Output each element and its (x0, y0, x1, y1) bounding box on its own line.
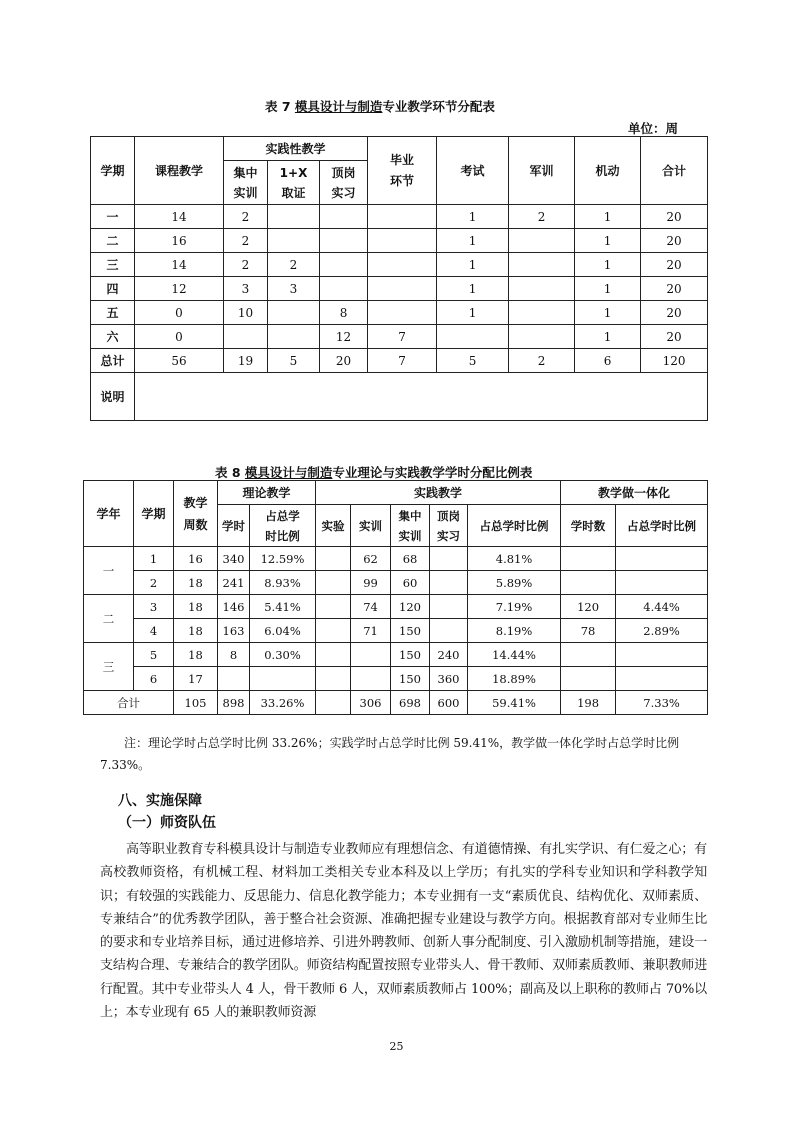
t8-h-training: 实训 (351, 505, 391, 547)
table-row (84, 643, 708, 667)
t8-h-integrated-hours: 学时数 (561, 505, 616, 547)
t8-cell: 18 (174, 595, 218, 619)
t7-cell: 5 (437, 349, 509, 373)
t8-cell: 241 (218, 571, 250, 595)
t8-cell: 78 (561, 619, 616, 643)
t8-cell: 59.41% (468, 691, 561, 715)
t7-cell: 1 (575, 277, 641, 301)
t7-cell: 五 (91, 301, 135, 325)
t8-cell: 0.30% (250, 643, 316, 667)
t8-cell (616, 571, 708, 595)
t7-cell: 20 (641, 229, 708, 253)
t7-cell (320, 253, 368, 277)
t8-cell: 150 (391, 667, 430, 691)
t8-cell (616, 643, 708, 667)
t8-cell: 17 (174, 667, 218, 691)
t8-cell: 5 (134, 643, 174, 667)
t7-cell (368, 253, 437, 277)
table7-unit: 单位：周 (628, 121, 679, 136)
t7-cell: 20 (641, 325, 708, 349)
t8-cell (316, 691, 351, 715)
t7-h-onex: 1+X 取证 (268, 161, 320, 205)
t8-cell: 18 (174, 643, 218, 667)
t7-cell: 7 (368, 325, 437, 349)
t8-cell: 898 (218, 691, 250, 715)
t7-h-flexible: 机动 (575, 137, 641, 205)
t8-cell (430, 571, 468, 595)
t7-cell: 19 (224, 349, 268, 373)
table8-caption-prefix: 表 8 (215, 465, 245, 480)
t8-h-integrated-ratio: 占总学时比例 (616, 505, 708, 547)
t7-cell: 6 (575, 349, 641, 373)
table-row (84, 667, 708, 691)
t8-year: 二 (84, 595, 134, 643)
table-row (91, 229, 708, 253)
t7-cell: 12 (135, 277, 224, 301)
t7-cell (320, 205, 368, 229)
t7-cell: 7 (368, 349, 437, 373)
t7-cell: 56 (135, 349, 224, 373)
t8-cell (561, 571, 616, 595)
t7-cell: 1 (437, 301, 509, 325)
t7-cell (509, 277, 575, 301)
t7-cell: 3 (268, 277, 320, 301)
t8-h-internship: 顶岗 实习 (430, 505, 468, 547)
table7 (90, 136, 708, 421)
t7-h-graduation: 毕业 环节 (368, 137, 437, 205)
t8-h-integrated: 教学做一体化 (561, 481, 708, 505)
t7-cell: 1 (575, 253, 641, 277)
table8-caption-underlined: 模具设计与制造 (244, 465, 333, 480)
table-row (91, 325, 708, 349)
t8-cell (316, 571, 351, 595)
t7-h-practice: 实践性教学 (224, 137, 368, 161)
t8-cell: 71 (351, 619, 391, 643)
t8-cell (351, 643, 391, 667)
t8-cell: 16 (174, 547, 218, 571)
t8-cell: 2.89% (616, 619, 708, 643)
t7-h-concentrated: 集中 实训 (224, 161, 268, 205)
t7-cell (509, 325, 575, 349)
t8-cell (430, 547, 468, 571)
t7-cell: 8 (320, 301, 368, 325)
table-row (91, 277, 708, 301)
t7-remark-label: 说明 (91, 373, 135, 421)
t7-cell (509, 301, 575, 325)
t7-h-exam: 考试 (437, 137, 509, 205)
t8-cell: 18.89% (468, 667, 561, 691)
t8-cell: 198 (561, 691, 616, 715)
t7-cell: 2 (224, 205, 268, 229)
t7-cell: 总计 (91, 349, 135, 373)
t8-year: 三 (84, 643, 134, 691)
t7-cell: 3 (224, 277, 268, 301)
t7-cell: 14 (135, 205, 224, 229)
t8-cell: 8 (218, 643, 250, 667)
t8-cell: 163 (218, 619, 250, 643)
table-row (91, 349, 708, 373)
t7-cell: 20 (641, 253, 708, 277)
t7-cell (368, 229, 437, 253)
t8-cell: 5.41% (250, 595, 316, 619)
t7-cell: 12 (320, 325, 368, 349)
t7-cell: 120 (641, 349, 708, 373)
t7-cell: 三 (91, 253, 135, 277)
t7-cell: 10 (224, 301, 268, 325)
t7-h-semester: 学期 (91, 137, 135, 205)
t8-h-year: 学年 (84, 481, 134, 547)
table-row (91, 205, 708, 229)
t8-cell: 120 (391, 595, 430, 619)
t8-cell: 8.93% (250, 571, 316, 595)
t7-cell: 0 (135, 325, 224, 349)
t8-cell: 120 (561, 595, 616, 619)
t8-cell (316, 547, 351, 571)
t7-cell: 20 (641, 205, 708, 229)
t7-cell: 1 (437, 205, 509, 229)
t7-h-course: 课程教学 (135, 137, 224, 205)
t7-cell: 1 (437, 253, 509, 277)
t7-cell (268, 229, 320, 253)
t8-cell (430, 619, 468, 643)
t7-cell: 16 (135, 229, 224, 253)
t8-cell (561, 643, 616, 667)
t7-cell (268, 301, 320, 325)
t7-remark-value (135, 373, 708, 421)
t8-cell: 60 (391, 571, 430, 595)
table-row (91, 253, 708, 277)
t7-cell: 1 (437, 277, 509, 301)
table7-caption-suffix: 专业教学环节分配表 (382, 99, 495, 114)
t8-total-label: 合计 (84, 691, 174, 715)
t7-cell (268, 205, 320, 229)
t7-cell: 14 (135, 253, 224, 277)
t7-h-military: 军训 (509, 137, 575, 205)
t8-h-concentrated: 集中 实训 (391, 505, 430, 547)
t8-cell: 240 (430, 643, 468, 667)
t8-cell: 4.81% (468, 547, 561, 571)
t7-cell (320, 229, 368, 253)
t8-cell (316, 619, 351, 643)
t7-cell: 20 (641, 277, 708, 301)
table-row (84, 547, 708, 571)
t8-cell (316, 643, 351, 667)
table-row (84, 619, 708, 643)
t8-h-experiment: 实验 (316, 505, 351, 547)
t8-cell: 2 (134, 571, 174, 595)
t8-h-theory: 理论教学 (218, 481, 316, 505)
subsection-title: （一）师资队伍 (118, 815, 216, 831)
t8-cell: 12.59% (250, 547, 316, 571)
t7-cell: 2 (268, 253, 320, 277)
t7-cell: 2 (509, 349, 575, 373)
t7-cell: 20 (641, 301, 708, 325)
t8-cell (561, 547, 616, 571)
t7-cell (368, 301, 437, 325)
t7-cell: 1 (575, 325, 641, 349)
t8-cell: 14.44% (468, 643, 561, 667)
t7-cell (368, 205, 437, 229)
t7-cell: 1 (437, 229, 509, 253)
t7-cell: 二 (91, 229, 135, 253)
t7-cell: 2 (224, 229, 268, 253)
t8-cell (430, 595, 468, 619)
t8-h-theory-ratio: 占总学 时比例 (250, 505, 316, 547)
t8-cell: 698 (391, 691, 430, 715)
t7-cell: 六 (91, 325, 135, 349)
t8-cell: 18 (174, 571, 218, 595)
t7-cell (268, 325, 320, 349)
page-number: 25 (389, 1040, 404, 1053)
t8-cell: 105 (174, 691, 218, 715)
t7-cell: 2 (224, 253, 268, 277)
table8 (83, 480, 708, 715)
t8-cell: 4.44% (616, 595, 708, 619)
t8-cell: 150 (391, 619, 430, 643)
t8-cell: 7.33% (616, 691, 708, 715)
t8-cell: 3 (134, 595, 174, 619)
t8-cell: 340 (218, 547, 250, 571)
table-row (84, 595, 708, 619)
table7-caption (265, 97, 495, 115)
t8-cell (351, 667, 391, 691)
t8-cell (561, 667, 616, 691)
t7-cell (509, 229, 575, 253)
t7-cell: 2 (509, 205, 575, 229)
t8-cell: 6.04% (250, 619, 316, 643)
table7-caption-underlined: 模具设计与制造 (294, 99, 383, 114)
table-row (91, 301, 708, 325)
t8-cell: 68 (391, 547, 430, 571)
t7-cell (509, 253, 575, 277)
t8-cell: 8.19% (468, 619, 561, 643)
t8-cell (616, 667, 708, 691)
table8-caption-suffix: 专业理论与实践教学学时分配比例表 (332, 465, 533, 480)
table8-caption (215, 463, 532, 481)
t8-cell (218, 667, 250, 691)
t8-cell (250, 667, 316, 691)
t7-cell: 一 (91, 205, 135, 229)
table7-caption-prefix: 表 7 (265, 99, 295, 114)
t8-cell: 6 (134, 667, 174, 691)
t7-cell: 0 (135, 301, 224, 325)
t7-cell (320, 277, 368, 301)
section-title: 八、实施保障 (118, 793, 202, 809)
t8-cell: 7.19% (468, 595, 561, 619)
t8-cell: 306 (351, 691, 391, 715)
t7-cell: 5 (268, 349, 320, 373)
t8-cell: 5.89% (468, 571, 561, 595)
t8-cell: 1 (134, 547, 174, 571)
table-total-row (84, 691, 708, 715)
t8-h-theory-hours: 学时 (218, 505, 250, 547)
t7-cell: 1 (575, 205, 641, 229)
t8-year: 一 (84, 547, 134, 595)
t8-cell: 360 (430, 667, 468, 691)
body-paragraph: 高等职业教育专科模具设计与制造专业教师应有理想信念、有道德情操、有扎实学识、有仁爱之心；有高校教师资格，有机械工程、材料加工类相关专业本科及以上学历；有扎实的学科专业知识和学科教学知识；有较强的实践能力、反思能力、信息化教学能力；本专业拥有一支“素质优良、结构优化、双师素质、专兼结合”的优秀教学团队，善于整合社会资源、准确把握专业建设与教学方向。根据教育部对专业师生比的要求和专业培养目标，通过进修培养、引进外聘教师、创新人事分配制度、引入激励机制等措施，建设一支结构合理、专兼结合的教学团队。师资结构配置按照专业带头人、骨干教师、双师素质教师、兼职教师进行配置。其中专业带头人 4 人，骨干教师 6 人，双师素质教师占 100%；副高及以上职称的教师占 70%以上；本专业现有 65 人的兼职教师资源 (100, 842, 707, 1021)
t8-cell: 74 (351, 595, 391, 619)
table-note: 注：理论学时占总学时比例 33.26%；实践学时占总学时比例 59.41%，教学做一体化学时占总学时比例 7.33%。 (100, 736, 680, 772)
t8-cell (316, 667, 351, 691)
t8-h-practice-ratio: 占总学时比例 (468, 505, 561, 547)
t8-cell: 146 (218, 595, 250, 619)
t7-cell (224, 325, 268, 349)
t7-h-total: 合计 (641, 137, 708, 205)
t8-cell: 62 (351, 547, 391, 571)
t8-cell: 150 (391, 643, 430, 667)
t7-cell: 1 (575, 229, 641, 253)
t8-h-weeks: 教学 周数 (174, 481, 218, 547)
t8-cell (616, 547, 708, 571)
t7-cell: 1 (575, 301, 641, 325)
t8-cell: 33.26% (250, 691, 316, 715)
t7-h-internship: 顶岗 实习 (320, 161, 368, 205)
t8-cell (316, 595, 351, 619)
t8-cell: 600 (430, 691, 468, 715)
t8-cell: 4 (134, 619, 174, 643)
t7-cell: 四 (91, 277, 135, 301)
t7-cell (368, 277, 437, 301)
t7-cell (437, 325, 509, 349)
t8-cell: 18 (174, 619, 218, 643)
table-row (84, 571, 708, 595)
t8-h-practice: 实践教学 (316, 481, 561, 505)
t8-cell: 99 (351, 571, 391, 595)
t8-h-semester: 学期 (134, 481, 174, 547)
t7-cell: 20 (320, 349, 368, 373)
